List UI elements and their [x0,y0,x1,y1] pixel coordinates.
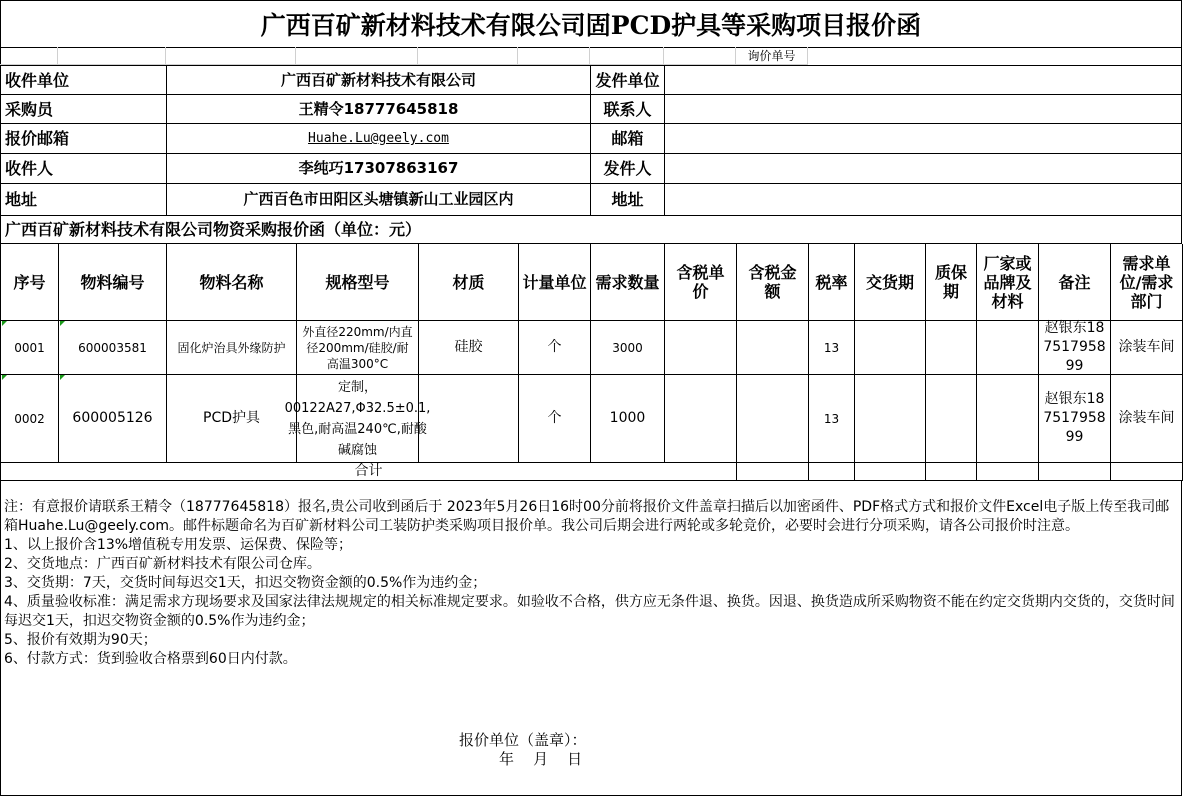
contact-value[interactable] [665,95,1182,124]
receiver-label: 收件人 [1,154,167,184]
cell-marker [60,321,65,326]
row-amount-input[interactable] [737,375,809,463]
col-name: 物料名称 [167,244,297,321]
receiver-value: 李纯巧17307863167 [167,154,591,184]
row-brand-input[interactable] [977,375,1039,463]
row-warranty-input[interactable] [926,321,977,375]
col-unit: 计量单位 [519,244,591,321]
row-seq: 0002 [1,375,59,463]
row-qty: 3000 [591,321,665,375]
inquiry-grid [0,47,1182,65]
info-block [0,65,1182,215]
stamp-label: 报价单位（盖章）： [459,731,587,749]
table-row [0,375,1182,463]
address-label: 地址 [1,184,167,216]
row-amount-input[interactable] [737,321,809,375]
table-header [0,244,1182,321]
row-spec: 定制，00122A27,Φ32.5±0.1,黑色,耐高温240℃,耐酸碱腐蚀 [297,375,419,463]
notes [4,498,1180,669]
col-amount: 含税金额 [737,244,809,321]
row-dept: 涂装车间 [1111,321,1183,375]
page-title: 广西百矿新材料技术有限公司固PCD护具等采购项目报价函 [260,10,922,40]
row-dept: 涂装车间 [1111,375,1183,463]
row-seq: 0001 [1,321,59,375]
send-unit-label: 发件单位 [591,66,665,95]
row-warranty-input[interactable] [926,375,977,463]
recv-unit-label: 收件单位 [1,66,167,95]
col-code: 物料编号 [59,244,167,321]
sender-label: 发件人 [591,154,665,184]
row-spec: 外直径220mm/内直径200mm/硅胶/耐高温300°C [297,321,419,375]
email-value[interactable] [665,124,1182,154]
col-tax: 税率 [809,244,855,321]
row-delivery-input[interactable] [855,321,926,375]
row-delivery-input[interactable] [855,375,926,463]
total-empty [855,463,926,481]
note-item: 6、付款方式：货到验收合格票到60日内付款。 [4,651,297,667]
col-remark: 备注 [1039,244,1111,321]
contact-label: 联系人 [591,95,665,124]
row-material: 硅胶 [419,321,519,375]
total-label: 合计 [1,463,737,481]
row-brand-input[interactable] [977,321,1039,375]
total-empty [1039,463,1111,481]
date-label: 年 月 日 [499,750,583,768]
row-remark: 赵银东18751795899 [1039,375,1111,463]
row-qty: 1000 [591,375,665,463]
note-item: 3、交货期：7天，交货时间每迟交1天，扣迟交物资金额的0.5%作为违约金； [4,575,487,591]
cell-marker [60,375,65,380]
row-price-input[interactable] [665,375,737,463]
quote-email-link[interactable]: Huahe.Lu@geely.com [167,124,591,154]
row-remark: 赵银东18751795899 [1039,321,1111,375]
row-tax: 13 [809,375,855,463]
col-dept: 需求单位/需求部门 [1111,244,1183,321]
address-value: 广西百色市田阳区头塘镇新山工业园区内 [167,184,591,216]
col-spec: 规格型号 [297,244,419,321]
inquiry-no-label: 询价单号 [736,47,808,65]
address2-value[interactable] [665,184,1182,216]
note-item: 2、交货地点：广西百矿新材料技术有限公司仓库。 [4,556,321,572]
total-empty [926,463,977,481]
cell-marker [2,375,7,380]
email-label: 邮箱 [591,124,665,154]
total-amount[interactable] [737,463,809,481]
buyer-label: 采购员 [1,95,167,124]
send-unit-value[interactable] [665,66,1182,95]
section-title: 广西百矿新材料技术有限公司物资采购报价函（单位：元） [0,215,1182,244]
col-seq: 序号 [1,244,59,321]
col-delivery: 交货期 [855,244,926,321]
address2-label: 地址 [591,184,665,216]
row-price-input[interactable] [665,321,737,375]
total-empty [977,463,1039,481]
total-empty [809,463,855,481]
col-price: 含税单价 [665,244,737,321]
col-material: 材质 [419,244,519,321]
note-item: 5、报价有效期为90天； [4,632,157,648]
row-unit: 个 [519,375,591,463]
recv-unit-value: 广西百矿新材料技术有限公司 [167,66,591,95]
note-item: 4、质量验收标准：满足需求方现场要求及国家法律法规规定的相关标准规定要求。如验收不合格，供方应无条件退、换货。因退、换货造成所采购物资不能在约定交货期内交货的，交货时间每迟交1天，扣迟交物资金额的0.5%作为违约金； [4,594,1175,629]
total-empty [1111,463,1183,481]
col-warranty: 质保期 [926,244,977,321]
sender-value[interactable] [665,154,1182,184]
cell-marker [2,321,7,326]
quote-email-label: 报价邮箱 [1,124,167,154]
note-intro: 注：有意报价请联系王精令（18777645818）报名,贵公司收到函后于 2023年5月26日16时00分前将报价文件盖章扫描后以加密函件、PDF格式方式和报价文件Excel电子版上传至我司邮箱Huahe.Lu@geely.com。邮件标题命名为百矿新材料公司工装防护类采购项目报价单。我公司后期会进行两轮或多轮竞价，必要时会进行分项采购，请各公司报价时注意。 [4,499,1170,534]
row-code: 600003581 [59,321,167,375]
note-item: 1、以上报价含13%增值税专用发票、运保费、保险等； [4,537,353,553]
table-row [0,321,1182,375]
row-code: 600005126 [59,375,167,463]
col-brand: 厂家或品牌及材料 [977,244,1039,321]
row-name: 固化炉治具外缘防护 [167,321,297,375]
col-qty: 需求数量 [591,244,665,321]
buyer-value: 王精令18777645818 [167,95,591,124]
row-material [419,375,519,463]
row-name: PCD护具 [167,375,297,463]
row-unit: 个 [519,321,591,375]
row-tax: 13 [809,321,855,375]
title-border [0,0,1182,48]
total-row [0,463,1182,481]
